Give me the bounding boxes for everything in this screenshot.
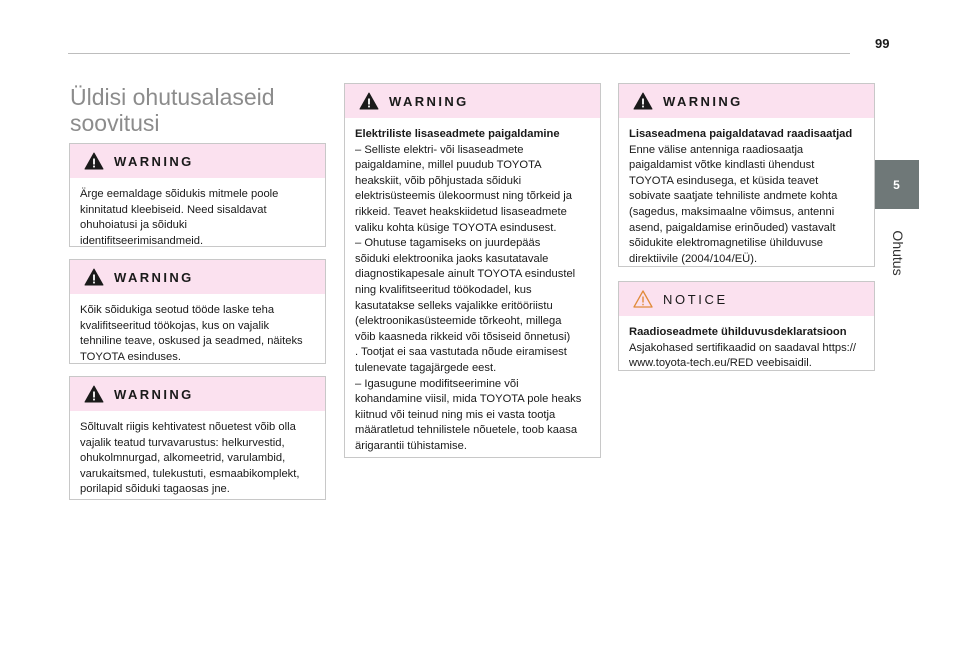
box-text-line: Sõltuvalt riigis kehtivatest nõuetest võib olla <box>80 421 296 433</box>
box-text-line: asend, paigaldamise erinõuded) vastavalt <box>629 221 836 234</box>
box-text-line: ohukolmnurgad, alkomeetrid, varulambid, <box>80 452 286 465</box>
header-rule <box>68 53 850 54</box>
box-header-title: NOTICE <box>663 291 728 307</box>
notice-box <box>618 281 875 371</box>
box-header <box>70 377 325 411</box>
box-text-line: (elektroonikasüsteemide tõrkeoht, millega <box>355 315 562 328</box>
box-header <box>619 84 874 118</box>
warning-triangle-icon <box>359 92 379 110</box>
box-header <box>70 144 325 178</box>
box-subtitle: Lisaseadmena paigaldatavad raadisaatjad <box>629 128 853 140</box>
box-text-line: (sagedus, maksimaalne võimsus, antenni <box>629 205 835 218</box>
box-text-line: võib kaasneda rikkeid või tõsiseid õnnetusi) <box>355 330 571 343</box>
box-text-line: kvalifitseeritud töökojas, kus on vajalik <box>80 319 270 332</box>
box-text-line: kiitnud või teinud ning mis ei vasta tootja <box>355 408 556 421</box>
warning-triangle-icon <box>84 385 104 403</box>
box-body <box>70 178 325 257</box>
section-title: Üldisi ohutusalaseid soovitusi <box>70 84 275 136</box>
box-text-line: TOYOTA esinduses. <box>80 350 181 363</box>
box-text-line: sõidukite elektromagnetilise ühilduvuse <box>629 237 824 250</box>
box-text-line: kohandamine viisil, mida TOYOTA pole heaks <box>355 393 582 406</box>
box-text-line: tulenevate tagajärgede eest. <box>355 361 497 374</box>
box-text-line: vajalik teatud turvavarustus: helkurvestid, <box>80 436 285 449</box>
warning-triangle-icon <box>84 268 104 286</box>
box-body <box>70 294 325 373</box>
warning-box-4 <box>344 83 601 458</box>
box-text-line: – Igasugune modifitseerimine või <box>355 377 519 390</box>
box-text-line: diagnostikapesale ainult TOYOTA esindustel <box>355 268 576 281</box>
page-number: 99 <box>875 36 890 51</box>
chapter-label: Ohutus <box>890 230 906 276</box>
warning-triangle-icon <box>633 92 653 110</box>
chapter-tab[interactable] <box>874 160 919 209</box>
box-text-line: paigaldamine, millel puudub TOYOTA <box>355 159 542 172</box>
box-header-title: WARNING <box>114 153 194 169</box>
box-text-line: porilapid sõiduki tagaosas jne. <box>80 483 230 496</box>
box-header <box>619 282 874 316</box>
box-header-title: WARNING <box>114 269 194 285</box>
chapter-number: 5 <box>893 177 900 192</box>
box-header <box>70 260 325 294</box>
box-text-line: varukaitsmed, tulekustuti, esmaabikomplekt, <box>80 467 300 480</box>
box-header-title: WARNING <box>389 93 469 109</box>
box-body <box>619 316 874 380</box>
box-header-title: WARNING <box>114 386 194 402</box>
box-subtitle: Elektriliste lisaseadmete paigaldamine <box>355 128 560 140</box>
notice-triangle-icon <box>633 290 653 308</box>
box-header-title: WARNING <box>663 93 743 109</box>
warning-box-5 <box>618 83 875 267</box>
box-text-line: paigaldamist võtke kindlasti ühendust <box>629 159 815 172</box>
box-header <box>345 84 600 118</box>
box-text-line: rikkeid. Teavet heakskiidetud lisaseadmete <box>355 205 567 218</box>
warning-box-2 <box>69 259 326 364</box>
box-text-line: direktiivile (2004/104/EÜ). <box>629 252 758 265</box>
box-text-line: elektrisüsteemis ülekoormust ning tõrkeid ja <box>355 190 573 203</box>
box-text-line: TOYOTA esindusega, et küsida teavet <box>629 174 819 187</box>
box-text-line: sobivate saatjate tehniliste andmete kohta <box>629 190 838 203</box>
box-body <box>345 118 600 462</box>
box-text-line: – Ohutuse tagamiseks on juurdepääs <box>355 237 541 250</box>
box-body <box>70 411 325 506</box>
box-text-line: Kõik sõidukiga seotud tööde laske teha <box>80 304 275 316</box>
box-text-line: . Tootjat ei saa vastutada nõude eiramisest <box>355 346 567 359</box>
box-text-line: sõiduki elektroonika jaoks kasutatavale <box>355 252 549 265</box>
box-subtitle: Raadioseadmete ühilduvusdeklaratsioon <box>629 326 847 338</box>
box-text-line: kinnitatud kleebiseid. Need sisaldavat <box>80 203 267 216</box>
box-text-line: heakskiit, võib põhjustada sõiduki <box>355 174 522 187</box>
box-text-line: ohuhoiatusi ja sõiduki <box>80 219 187 232</box>
box-text-line: kasutatakse selleks vajalikke eritööriistu <box>355 299 553 312</box>
box-text-line: määratletud tehnilistele nõuetele, toob kaasa <box>355 424 578 437</box>
box-text-line: Ärge eemaldage sõidukis mitmele poole <box>80 188 279 200</box>
box-text-line: ning kvalifitseeritud töökodadel, kus <box>355 283 532 296</box>
box-body <box>619 118 874 275</box>
box-text-line: Asjakohased sertifikaadid on saadaval https:// <box>629 341 856 354</box>
box-text-line: ärigarantii tühistamise. <box>355 439 467 452</box>
box-text-line: Enne välise antenniga raadiosaatja <box>629 143 804 156</box>
box-text-line: valiku kohta küsige TOYOTA esindusest. <box>355 221 557 234</box>
warning-box-1 <box>69 143 326 247</box>
warning-triangle-icon <box>84 152 104 170</box>
warning-box-3 <box>69 376 326 500</box>
box-text-line: – Selliste elektri- või lisaseadmete <box>355 143 524 156</box>
box-text-line: www.toyota-tech.eu/RED veebisaidil. <box>629 357 812 370</box>
box-text-line: tehniline teave, oskused ja seadmed, näiteks <box>80 335 303 348</box>
box-text-line: identifitseerimisandmeid. <box>80 234 204 247</box>
